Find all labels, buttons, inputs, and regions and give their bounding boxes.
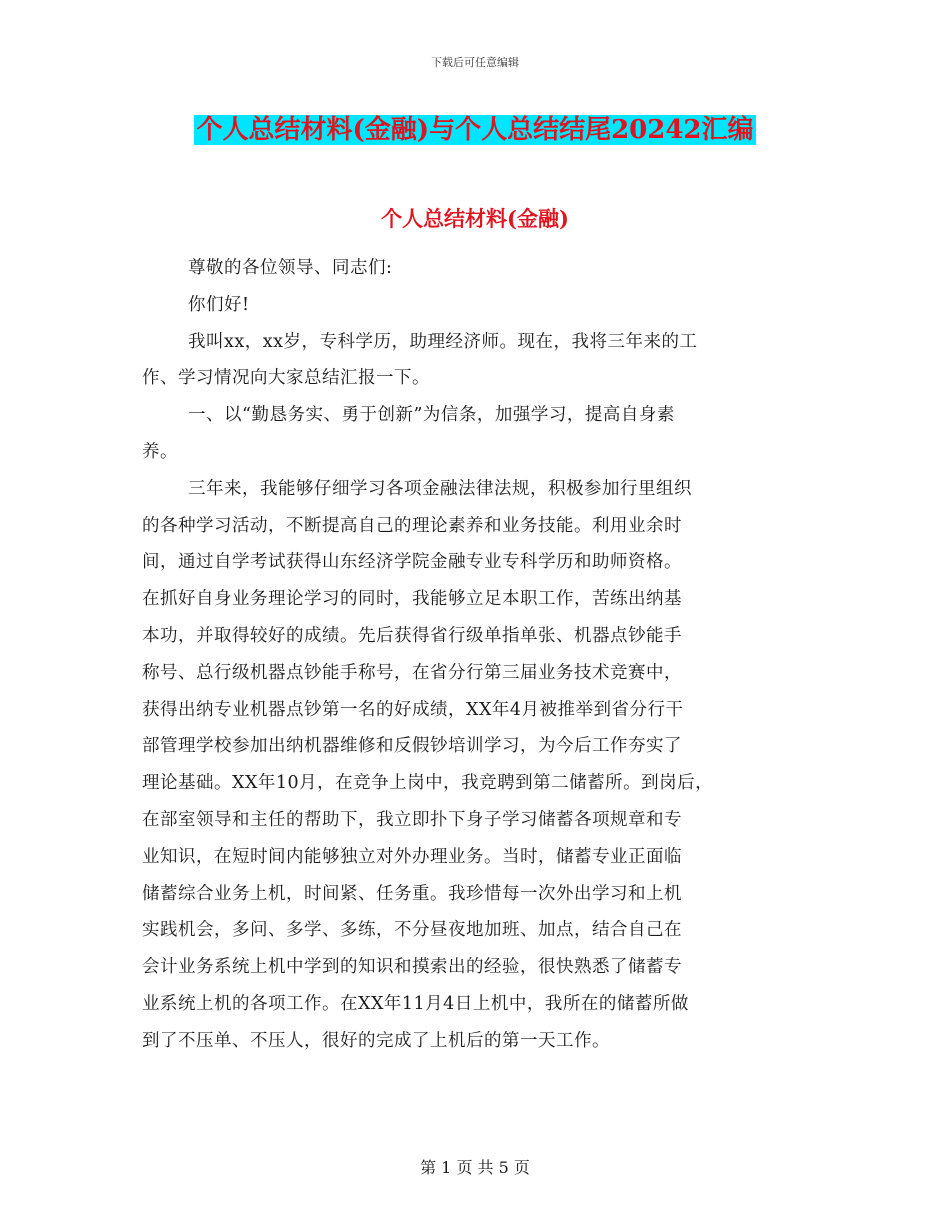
text-line: 储蓄综合业务上机，时间紧、任务重。我珍惜每一次外出学习和上机 (142, 883, 682, 904)
text-line: 我叫xx，xx岁，专科学历，助理经济师。现在，我将三年来的工 (188, 331, 698, 352)
text-line: 的各种学习活动，不断提高自己的理论素养和业务技能。利用业余时 (142, 515, 682, 536)
text-line: 获得出纳专业机器点钞第一名的好成绩，XX年4月被推举到省分行干 (142, 699, 684, 720)
page-number: 第 1 页 共 5 页 (420, 1158, 530, 1177)
text-line: 一、以“勤恳务实、勇于创新”为信条，加强学习，提高自身素 (188, 405, 675, 426)
text-line: 尊敬的各位领导、同志们: (188, 258, 393, 278)
text-line: 在部室领导和主任的帮助下，我立即扑下身子学习储蓄各项规章和专 (142, 809, 682, 830)
text-line: 理论基础。XX年10月，在竞争上岗中，我竞聘到第二储蓄所。到岗后， (142, 773, 714, 794)
section-title: 个人总结材料(金融) (381, 206, 569, 231)
document-title (0, 113, 950, 147)
text-line: 养。 (142, 441, 178, 462)
page-header-note: 下载后可任意编辑 (431, 56, 519, 69)
text-line: 本功，并取得较好的成绩。先后获得省行级单指单张、机器点钞能手 (142, 625, 682, 646)
text-line: 实践机会，多问、多学、多练，不分昼夜地加班、加点，结合自己在 (142, 920, 682, 941)
text-line: 到了不压单、不压人，很好的完成了上机后的第一天工作。 (142, 1030, 610, 1051)
text-line: 会计业务系统上机中学到的知识和摸索出的经验，很快熟悉了储蓄专 (142, 957, 682, 978)
text-line: 间，通过自学考试获得山东经济学院金融专业专科学历和助师资格。 (142, 552, 682, 573)
document-body (142, 250, 822, 1060)
text-line: 业系统上机的各项工作。在XX年11月4日上机中，我所在的储蓄所做 (142, 993, 689, 1014)
text-line: 在抓好自身业务理论学习的同时，我能够立足本职工作，苦练出纳基 (142, 589, 682, 610)
text-line: 作、学习情况向大家总结汇报一下。 (142, 368, 430, 389)
document-title-text: 个人总结材料(金融)与个人总结结尾20242汇编 (196, 115, 754, 145)
text-line: 业知识，在短时间内能够独立对外办理业务。当时，储蓄专业正面临 (142, 846, 682, 867)
text-line: 称号、总行级机器点钞能手称号，在省分行第三届业务技术竞赛中， (142, 662, 682, 683)
text-line: 三年来，我能够仔细学习各项金融法律法规，积极参加行里组织 (188, 478, 692, 499)
text-line: 你们好! (188, 294, 250, 315)
text-line: 部管理学校参加出纳机器维修和反假钞培训学习，为今后工作夯实了 (142, 736, 682, 757)
